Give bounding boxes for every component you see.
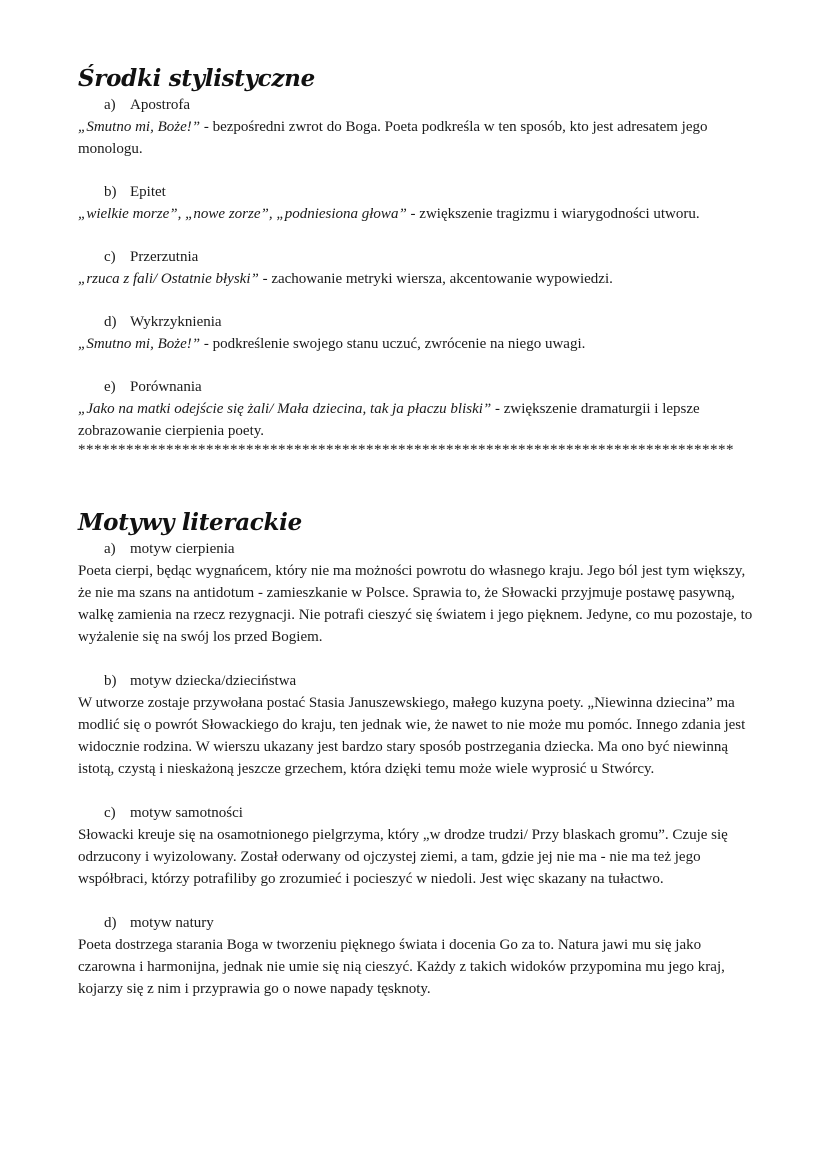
section-stylistic-devices: [78, 64, 758, 458]
item-text: Słowacki kreuje się na osamotnionego pielgrzyma, który „w drodze trudzi/ Przy blaskach gromu”. Czuje się odrzucony i wyizolowany. Został oderwany od ojczystej ziemi, a tam, gdzie jej nie ma - nie ma też jego współbraci, którzy potrafiliby go zrozumieć i pocieszyć w niedoli. Jest więc skazany na tułactwo.: [78, 827, 728, 887]
item-heading: d) motyw natury: [104, 915, 214, 931]
section-title-literary-motifs: Motywy literackie: [78, 509, 302, 536]
list-item: [78, 246, 758, 290]
item-text: „rzuca z fali/ Ostatnie błyski” - zachowanie metryki wiersza, akcentowanie wypowiedzi.: [78, 271, 613, 287]
item-heading: a) Apostrofa: [104, 97, 190, 113]
section-title-stylistic-devices: Środki stylistyczne: [78, 65, 315, 92]
list-item: [78, 376, 758, 442]
list-item: [78, 670, 758, 780]
asterisk-separator: **********************************************************************************: [78, 442, 734, 458]
list-item: [78, 311, 758, 355]
item-heading: d) Wykrzyknienia: [104, 314, 222, 330]
list-item: [78, 912, 758, 1000]
item-text: „Smutno mi, Boże!” - bezpośredni zwrot do Boga. Poeta podkreśla w ten sposób, kto jest adresatem jego monologu.: [78, 119, 708, 157]
item-heading: b) Epitet: [104, 184, 166, 200]
section-literary-motifs: [78, 508, 758, 1000]
item-text: „Jako na matki odejście się żali/ Mała dziecina, tak ja płaczu bliski” - zwiększenie dramaturgii i lepsze zobrazowanie cierpienia poety.: [78, 401, 700, 439]
item-text: Poeta dostrzega starania Boga w tworzeniu pięknego świata i docenia Go za to. Natura jawi mu się jako czarowna i harmonijna, jednak nie umie się nią cieszyć. Każdy z takich widoków przypomina mu jego kraj, kojarzy się z nim i przyprawia go o nowe napady tęsknoty.: [78, 937, 725, 997]
list-item: [78, 181, 758, 225]
item-text: „Smutno mi, Boże!” - podkreślenie swojego stanu uczuć, zwrócenie na niego uwagi.: [78, 336, 586, 352]
item-heading: b) motyw dziecka/dzieciństwa: [104, 673, 297, 689]
list-item: [78, 802, 758, 890]
item-heading: a) motyw cierpienia: [104, 541, 235, 557]
item-text: „wielkie morze”, „nowe zorze”, „podniesiona głowa” - zwiększenie tragizmu i wiarygodności utworu.: [78, 206, 700, 222]
item-text: Poeta cierpi, będąc wygnańcem, który nie ma możności powrotu do własnego kraju. Jego ból jest tym większy, że nie ma szans na antidotum - zamieszkanie w Polsce. Sprawia to, że Słowacki przyjmuje postawę pasywną, walkę zamienia na rzecz rezygnacji. Nie potrafi cieszyć się światem i jego pięknem. Jedyne, co mu pozostaje, to wyżalenie się na swój los przed Bogiem.: [78, 563, 753, 645]
item-heading: c) Przerzutnia: [104, 249, 199, 265]
list-item: [78, 94, 758, 160]
item-heading: e) Porównania: [104, 379, 202, 395]
item-heading: c) motyw samotności: [104, 805, 243, 821]
item-text: W utworze zostaje przywołana postać Stasia Januszewskiego, małego kuzyna poety. „Niewinna dziecina” ma modlić się o powrót Słowackiego do kraju, ten jednak wie, że nawet to nie może mu pomóc. Innego zdania jest widocznie rodzina. W wierszu ukazany jest bardzo stary sposób postrzegania dziecka. Ma ono być niewinną istotą, czystą i nieskażoną jeszcze grzechem, która dzięki temu może wiele wyprosić u Stwórcy.: [78, 695, 746, 777]
list-item: [78, 538, 758, 648]
